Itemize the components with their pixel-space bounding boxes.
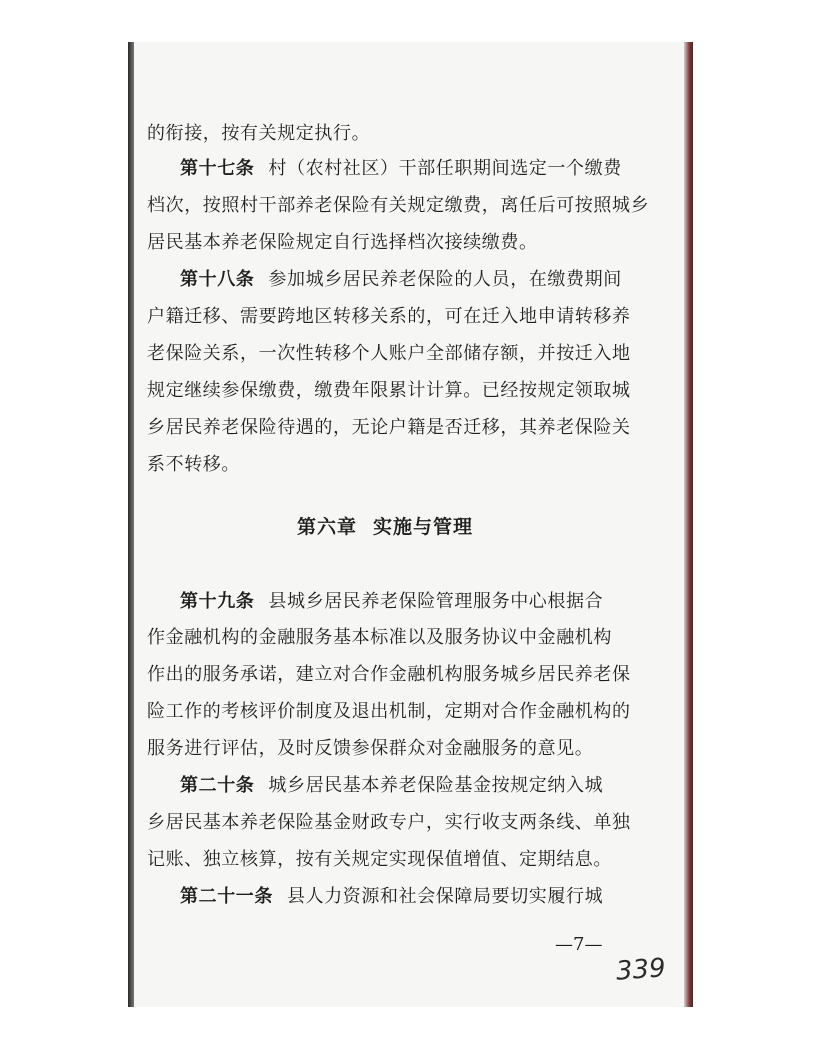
text-line: 村（农村社区）干部任职期间选定一个缴费 [268,158,622,179]
text-line: 规定继续参保缴费，缴费年限累计计算。已经按规定领取城 [147,380,631,401]
chapter-title: 实施与管理 [373,516,474,538]
article-20-title: 第二十条 [180,775,255,796]
page-number: —7— [555,934,603,955]
text-line: 记账、独立核算，按有关规定实现保值增值、定期结息。 [147,849,612,870]
chapter-number: 第六章 [297,516,358,538]
article-19-title: 第十九条 [180,591,255,612]
article-18 [180,268,622,292]
text-line: 系不转移。 [147,454,240,475]
handwritten-page-number: 339 [615,953,667,987]
text-line: 作金融机构的金融服务基本标准以及服务协议中金融机构 [147,627,612,648]
text-line: 的衔接，按有关规定执行。 [147,123,371,144]
text-line: 县人力资源和社会保障局要切实履行城 [287,886,604,907]
text-line: 城乡居民基本养老保险基金按规定纳入城 [268,775,604,796]
chapter-heading [297,512,473,539]
text-line: 乡居民基本养老保险基金财政专户，实行收支两条线、单独 [147,812,631,833]
article-19 [180,590,603,614]
article-20 [180,774,603,798]
text-line: 服务进行评估，及时反馈参保群众对金融服务的意见。 [147,738,594,759]
article-18-title: 第十八条 [180,269,255,290]
article-21-title: 第二十一条 [180,886,273,907]
text-line: 档次，按照村干部养老保险有关规定缴费，离任后可按照城乡 [147,195,650,216]
text-line: 老保险关系，一次性转移个人账户全部储存额，并按迁入地 [147,343,631,364]
text-line: 乡居民养老保险待遇的，无论户籍是否迁移，其养老保险关 [147,417,631,438]
text-line: 作出的服务承诺，建立对合作金融机构服务城乡居民养老保 [147,664,631,685]
scan-edge-right [684,42,693,1007]
article-17 [180,157,622,181]
text-line: 险工作的考核评价制度及退出机制，定期对合作金融机构的 [147,701,631,722]
text-line: 居民基本养老保险规定自行选择档次接续缴费。 [147,232,538,253]
text-line: 县城乡居民养老保险管理服务中心根据合 [268,591,604,612]
article-17-title: 第十七条 [180,158,255,179]
text-line: 户籍迁移、需要跨地区转移关系的，可在迁入地申请转移养 [147,306,631,327]
article-21 [180,885,603,909]
text-line: 参加城乡居民养老保险的人员，在缴费期间 [268,269,622,290]
